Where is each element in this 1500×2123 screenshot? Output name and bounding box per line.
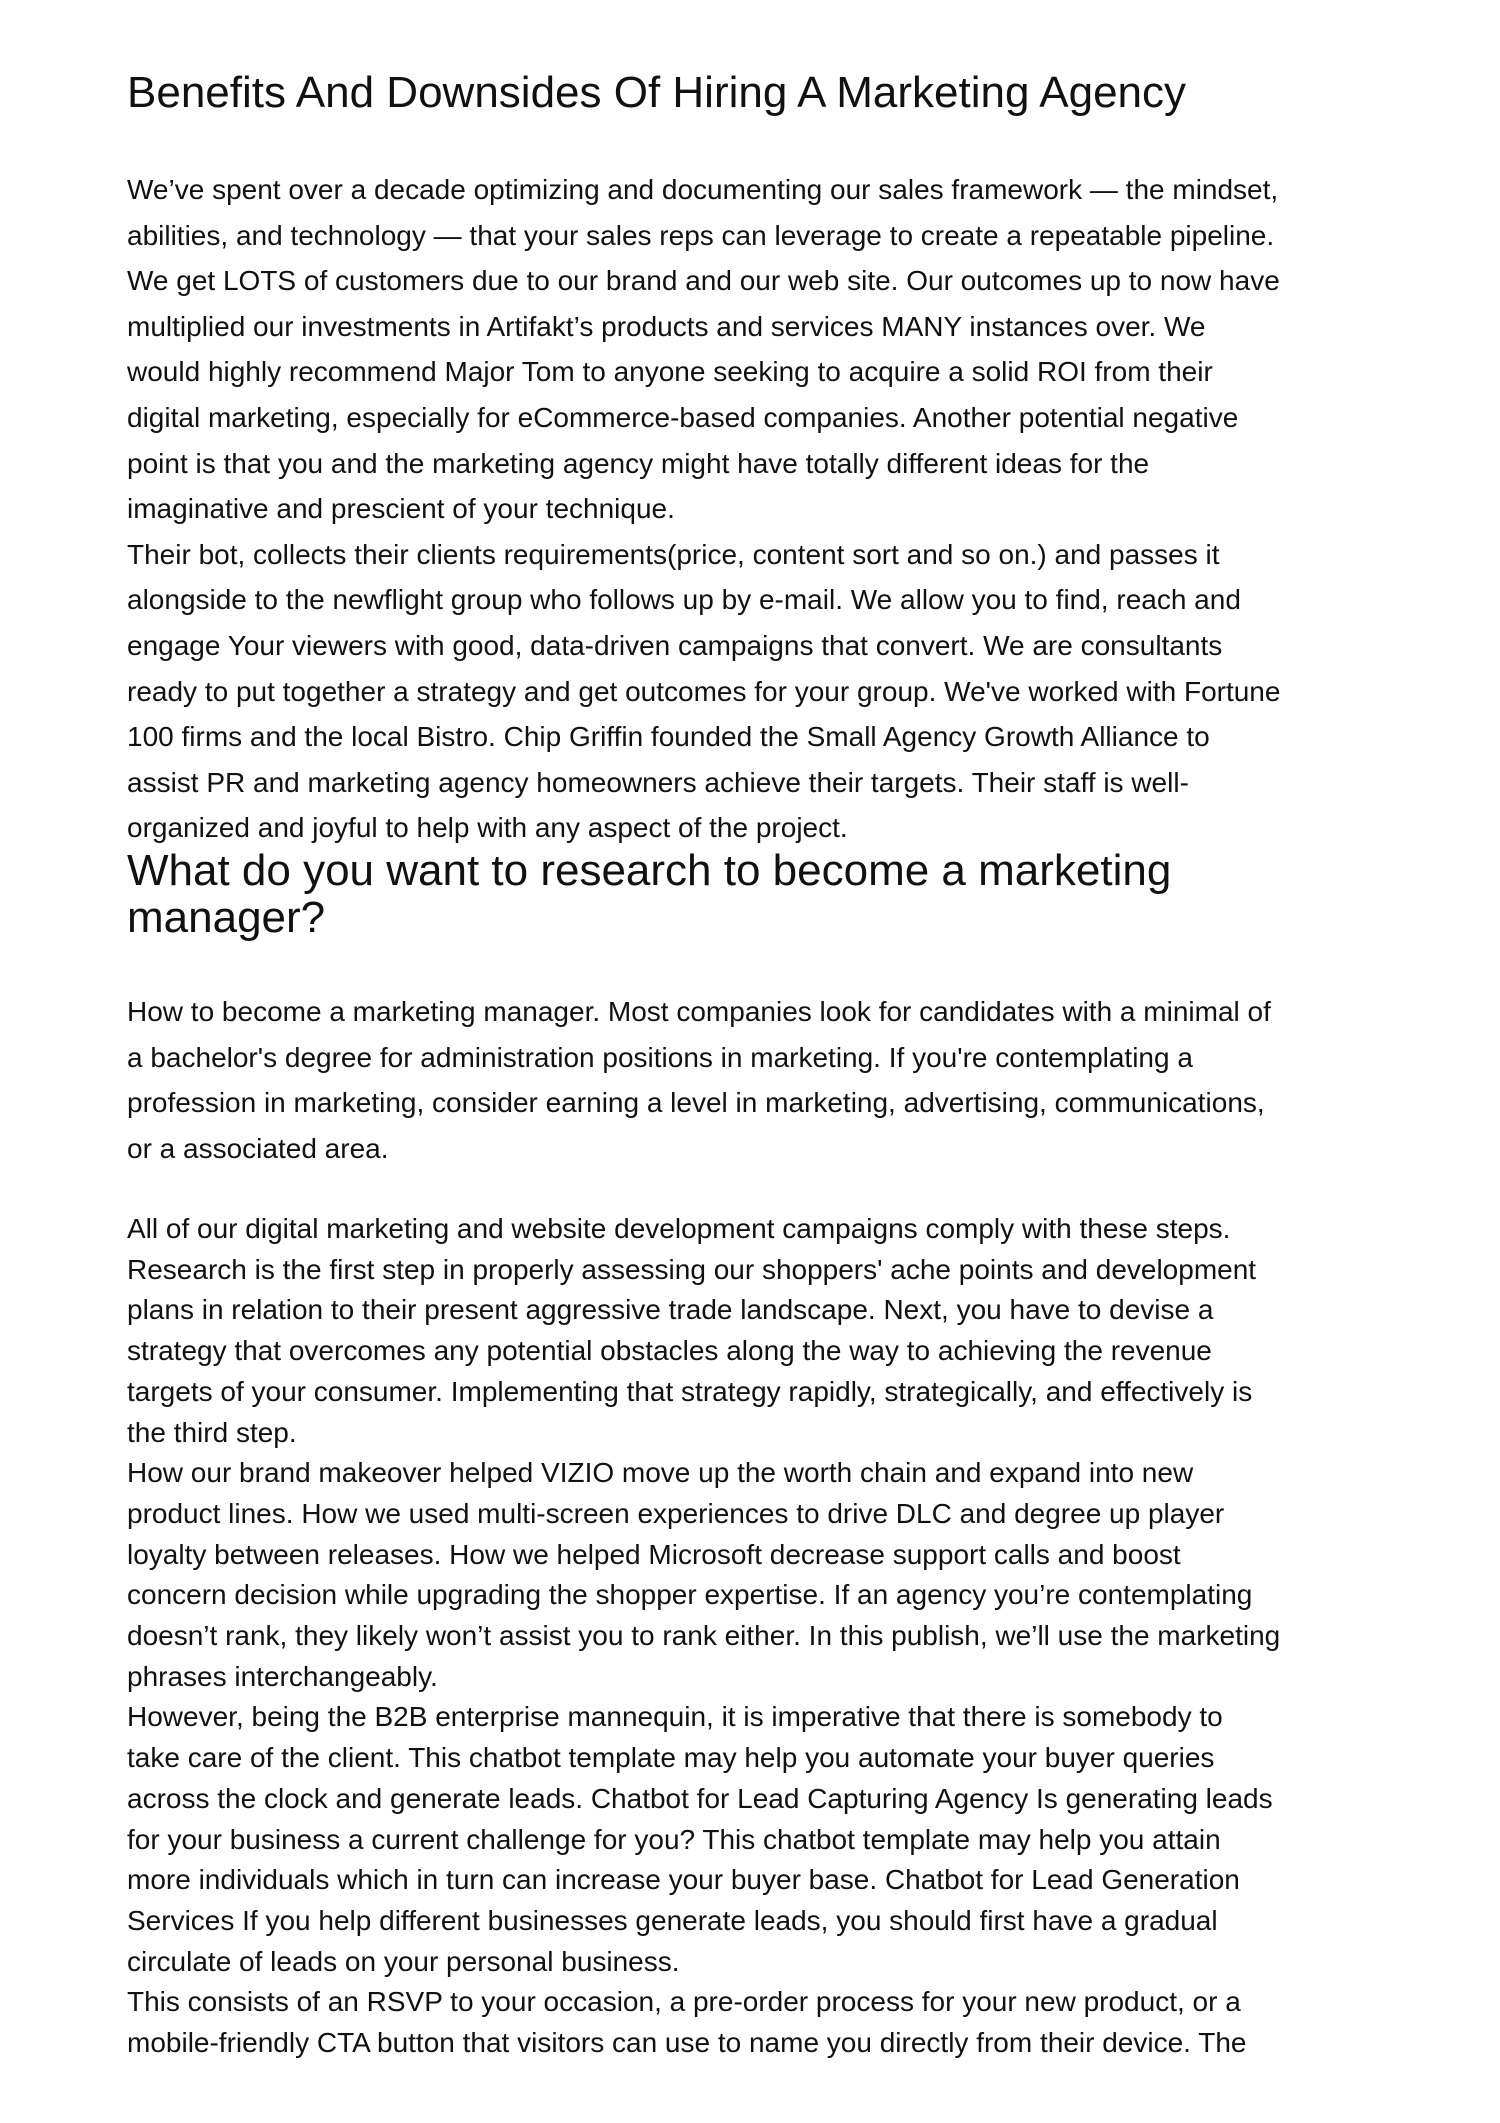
paragraph-line: loyalty between releases. How we helped Microsoft decrease support calls and boost bbox=[127, 1538, 1181, 1570]
paragraph-line: doesn’t rank, they likely won’t assist you to rank either. In this publish, we’ll use the marketing bbox=[127, 1620, 1281, 1652]
paragraph-line: more individuals which in turn can increase your buyer base. Chatbot for Lead Generation bbox=[127, 1864, 1240, 1896]
marketing-manager-section bbox=[127, 989, 1417, 1171]
paragraph-line: We get LOTS of customers due to our brand and our web site. Our outcomes up to now have bbox=[127, 265, 1280, 297]
paragraph bbox=[127, 1982, 1417, 2063]
paragraph-line: profession in marketing, consider earning a level in marketing, advertising, communications, bbox=[127, 1087, 1265, 1119]
paragraph-line: a bachelor's degree for administration positions in marketing. If you're contemplating a bbox=[127, 1041, 1193, 1073]
paragraph-line: organized and joyful to help with any aspect of the project. bbox=[127, 812, 848, 844]
paragraph-line: plans in relation to their present aggressive trade landscape. Next, you have to devise a bbox=[127, 1294, 1214, 1326]
paragraph-line: circulate of leads on your personal business. bbox=[127, 1945, 680, 1977]
paragraph-line: imaginative and prescient of your technique. bbox=[127, 493, 675, 525]
paragraph-line: How our brand makeover helped VIZIO move up the worth chain and expand into new bbox=[127, 1457, 1194, 1489]
paragraph-line: across the clock and generate leads. Chatbot for Lead Capturing Agency Is generating leads bbox=[127, 1782, 1273, 1814]
paragraph-line: assist PR and marketing agency homeowners achieve their targets. Their staff is well- bbox=[127, 766, 1189, 798]
paragraph-line: This consists of an RSVP to your occasion, a pre-order process for your new product, or a bbox=[127, 1986, 1241, 2018]
heading-line: What do you want to research to become a marketing bbox=[127, 846, 1172, 895]
paragraph-line: We’ve spent over a decade optimizing and documenting our sales framework — the mindset, bbox=[127, 174, 1279, 205]
paragraph-line: engage Your viewers with good, data-driven campaigns that convert. We are consultants bbox=[127, 629, 1223, 661]
paragraph bbox=[127, 1453, 1417, 1697]
paragraph-line: targets of your consumer. Implementing that strategy rapidly, strategically, and effectively is bbox=[127, 1375, 1253, 1407]
paragraph-line: would highly recommend Major Tom to anyone seeking to acquire a solid ROI from their bbox=[127, 356, 1213, 388]
intro-section bbox=[127, 167, 1417, 851]
paragraph-line: for your business a current challenge for you? This chatbot template may help you attain bbox=[127, 1823, 1221, 1855]
paragraph-line: or a associated area. bbox=[127, 1132, 389, 1164]
paragraph-line: 100 firms and the local Bistro. Chip Griffin founded the Small Agency Growth Alliance to bbox=[127, 721, 1210, 753]
paragraph-line: alongside to the newflight group who follows up by e-mail. We allow you to find, reach and bbox=[127, 584, 1241, 616]
paragraph-line: take care of the client. This chatbot template may help you automate your buyer queries bbox=[127, 1742, 1215, 1774]
paragraph bbox=[127, 1697, 1417, 1982]
paragraph-line: mobile-friendly CTA button that visitors can use to name you directly from their device. The bbox=[127, 2027, 1247, 2059]
paragraph bbox=[127, 167, 1417, 532]
section-heading bbox=[127, 847, 1417, 941]
paragraph-line: concern decision while upgrading the shopper expertise. If an agency you’re contemplating bbox=[127, 1579, 1253, 1611]
paragraph-line: abilities, and technology — that your sales reps can leverage to create a repeatable pipeline. bbox=[127, 219, 1275, 251]
paragraph-line: How to become a marketing manager. Most companies look for candidates with a minimal of bbox=[127, 996, 1271, 1027]
paragraph bbox=[127, 989, 1417, 1171]
paragraph-line: multiplied our investments in Artifakt’s products and services MANY instances over. We bbox=[127, 310, 1206, 342]
paragraph-line: ready to put together a strategy and get outcomes for your group. We've worked with Fortune bbox=[127, 675, 1281, 707]
paragraph-line: All of our digital marketing and website development campaigns comply with these steps. bbox=[127, 1213, 1231, 1244]
paragraph-line: the third step. bbox=[127, 1416, 297, 1448]
paragraph-line: Their bot, collects their clients requirements(price, content sort and so on.) and passes it bbox=[127, 538, 1220, 570]
paragraph-line: Research is the first step in properly assessing our shoppers' ache points and development bbox=[127, 1253, 1257, 1285]
page-title: Benefits And Downsides Of Hiring A Marketing Agency bbox=[127, 68, 1187, 117]
paragraph-line: Services If you help different businesses generate leads, you should first have a gradual bbox=[127, 1904, 1218, 1936]
paragraph-line: strategy that overcomes any potential obstacles along the way to achieving the revenue bbox=[127, 1335, 1212, 1367]
paragraph-line: digital marketing, especially for eCommerce-based companies. Another potential negative bbox=[127, 401, 1239, 433]
paragraph-line: point is that you and the marketing agency might have totally different ideas for the bbox=[127, 447, 1150, 479]
paragraph bbox=[127, 1209, 1417, 1453]
paragraph-line: However, being the B2B enterprise mannequin, it is imperative that there is somebody to bbox=[127, 1701, 1223, 1733]
paragraph bbox=[127, 532, 1417, 851]
agency-process-section bbox=[127, 1209, 1417, 2064]
paragraph-line: phrases interchangeably. bbox=[127, 1660, 438, 1692]
heading-line: manager? bbox=[127, 893, 326, 942]
paragraph-line: product lines. How we used multi-screen experiences to drive DLC and degree up player bbox=[127, 1497, 1225, 1529]
